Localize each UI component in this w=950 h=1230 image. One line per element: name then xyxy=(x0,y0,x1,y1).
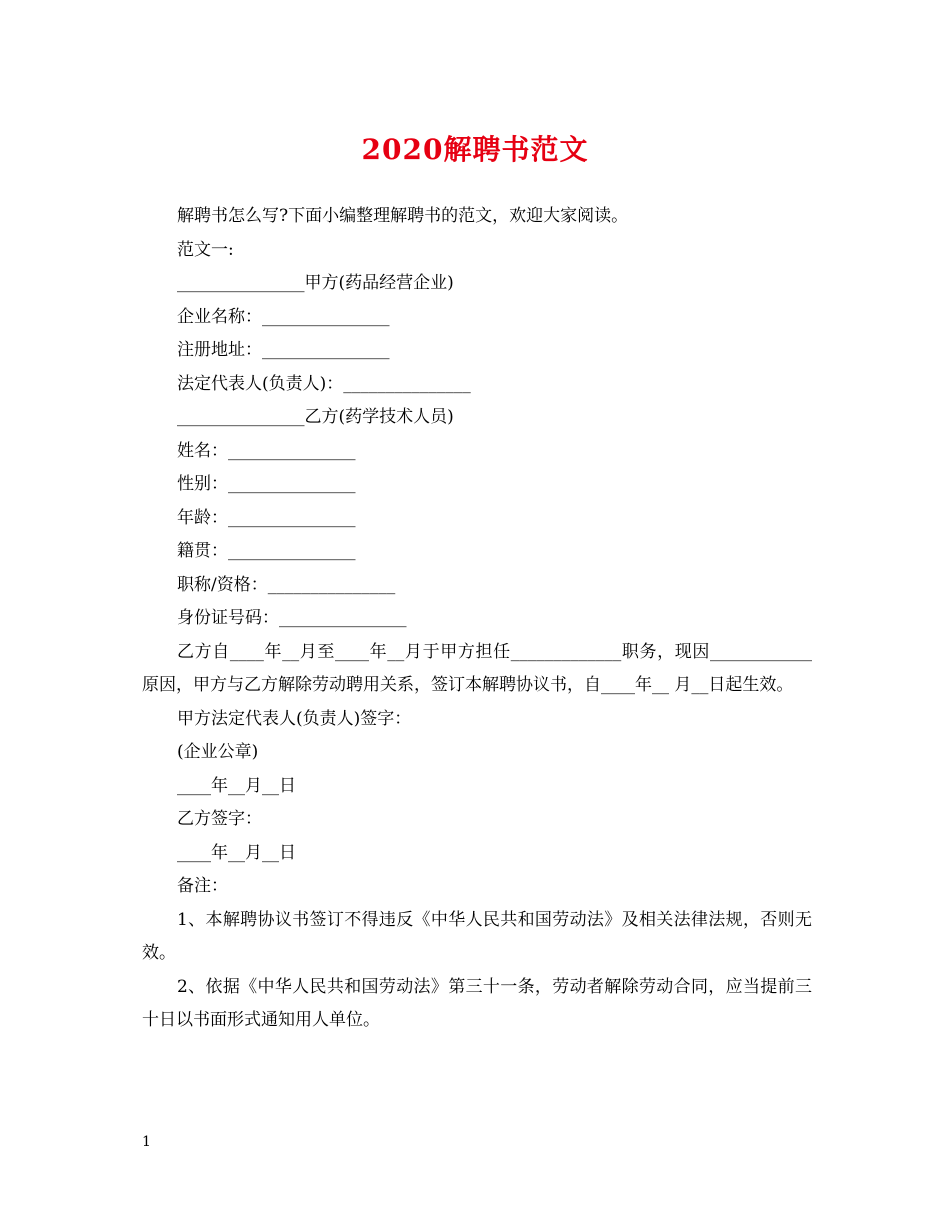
document-title: 2020解聘书范文 xyxy=(361,133,589,166)
native-place-field: 籍贯：_______________ xyxy=(177,541,356,561)
party-a-line: _______________甲方(药品经营企业) xyxy=(177,273,454,293)
page-number: 1 xyxy=(142,1134,151,1150)
sample-heading: 范文一: xyxy=(177,239,234,260)
title-qualification-field: 职称/资格：_______________ xyxy=(177,574,396,595)
termination-clause: 乙方自____年__月至____年__月于甲方担任_____________职务，现因____________原因，甲方与乙方解除劳动聘用关系，签订本解聘协议书，自____年__ 月__日起生效。 xyxy=(142,641,812,695)
party-b-date-line: ____年__月__日 xyxy=(177,842,296,863)
name-field: 姓名：_______________ xyxy=(177,440,356,461)
notes-heading: 备注： xyxy=(177,876,228,896)
note-item-2: 2、依据《中华人民共和国劳动法》第三十一条，劳动者解除劳动合同，应当提前三十日以书面形式通知用人单位。 xyxy=(142,976,812,1030)
company-seal-line: (企业公章) xyxy=(177,742,259,762)
registered-address-field: 注册地址：_______________ xyxy=(177,340,390,360)
intro-paragraph: 解聘书怎么写?下面小编整理解聘书的范文，欢迎大家阅读。 xyxy=(177,206,629,226)
id-number-field: 身份证号码：_______________ xyxy=(177,608,407,628)
party-a-signature-line: 甲方法定代表人(负责人)签字： xyxy=(177,708,412,729)
gender-field: 性别：_______________ xyxy=(177,474,356,494)
company-name-field: 企业名称：_______________ xyxy=(177,306,390,327)
note-item-1: 1、本解聘协议书签订不得违反《中华人民共和国劳动法》及相关法律法规，否则无效。 xyxy=(142,909,812,963)
party-b-line: _______________乙方(药学技术人员) xyxy=(177,407,454,427)
document-body xyxy=(142,200,812,1038)
age-field: 年龄：_______________ xyxy=(177,507,356,528)
party-a-date-line: ____年__月__日 xyxy=(177,775,296,796)
legal-representative-field: 法定代表人(负责人)：_______________ xyxy=(177,373,471,394)
party-b-signature-line: 乙方签字： xyxy=(177,809,262,829)
